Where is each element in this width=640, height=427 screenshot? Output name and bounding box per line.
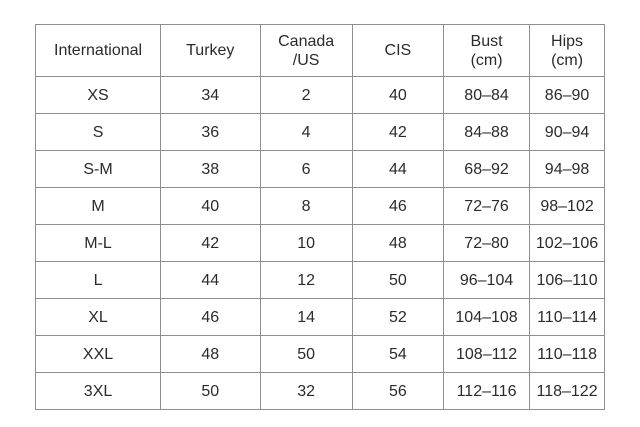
- cell-cis: 44: [352, 151, 443, 188]
- cell-hips: 106–110: [530, 262, 605, 299]
- cell-turkey: 44: [161, 262, 260, 299]
- cell-turkey: 46: [161, 299, 260, 336]
- header-bust: Bust (cm): [444, 25, 530, 77]
- header-turkey: Turkey: [161, 25, 260, 77]
- cell-hips: 110–114: [530, 299, 605, 336]
- cell-hips: 110–118: [530, 336, 605, 373]
- cell-international: L: [36, 262, 161, 299]
- cell-cis: 52: [352, 299, 443, 336]
- table-row: [36, 336, 605, 373]
- header-hips: Hips (cm): [530, 25, 605, 77]
- size-chart-table: [35, 24, 605, 410]
- cell-hips: 118–122: [530, 373, 605, 410]
- table-row: [36, 151, 605, 188]
- table-row: [36, 373, 605, 410]
- cell-international: XL: [36, 299, 161, 336]
- cell-international: M-L: [36, 225, 161, 262]
- cell-bust: 96–104: [444, 262, 530, 299]
- cell-turkey: 34: [161, 77, 260, 114]
- header-international: International: [36, 25, 161, 77]
- cell-turkey: 50: [161, 373, 260, 410]
- table-row: [36, 77, 605, 114]
- cell-cis: 48: [352, 225, 443, 262]
- table-body: [36, 77, 605, 410]
- cell-bust: 68–92: [444, 151, 530, 188]
- cell-canada-us: 14: [260, 299, 352, 336]
- cell-canada-us: 12: [260, 262, 352, 299]
- cell-hips: 90–94: [530, 114, 605, 151]
- cell-international: 3XL: [36, 373, 161, 410]
- cell-canada-us: 6: [260, 151, 352, 188]
- cell-bust: 72–76: [444, 188, 530, 225]
- cell-international: S: [36, 114, 161, 151]
- cell-international: XS: [36, 77, 161, 114]
- header-canada-us: Canada /US: [260, 25, 352, 77]
- cell-cis: 56: [352, 373, 443, 410]
- cell-bust: 112–116: [444, 373, 530, 410]
- cell-canada-us: 4: [260, 114, 352, 151]
- cell-canada-us: 8: [260, 188, 352, 225]
- cell-bust: 84–88: [444, 114, 530, 151]
- cell-bust: 80–84: [444, 77, 530, 114]
- table-row: [36, 114, 605, 151]
- cell-turkey: 48: [161, 336, 260, 373]
- cell-bust: 104–108: [444, 299, 530, 336]
- cell-turkey: 42: [161, 225, 260, 262]
- cell-hips: 86–90: [530, 77, 605, 114]
- table-row: [36, 188, 605, 225]
- table-row: [36, 299, 605, 336]
- cell-hips: 94–98: [530, 151, 605, 188]
- cell-turkey: 40: [161, 188, 260, 225]
- cell-international: M: [36, 188, 161, 225]
- table-row: [36, 262, 605, 299]
- cell-hips: 102–106: [530, 225, 605, 262]
- cell-cis: 46: [352, 188, 443, 225]
- cell-international: S-M: [36, 151, 161, 188]
- cell-bust: 108–112: [444, 336, 530, 373]
- cell-turkey: 38: [161, 151, 260, 188]
- table-header: [36, 25, 605, 77]
- header-cis: CIS: [352, 25, 443, 77]
- cell-cis: 50: [352, 262, 443, 299]
- cell-canada-us: 32: [260, 373, 352, 410]
- cell-cis: 40: [352, 77, 443, 114]
- header-row: [36, 25, 605, 77]
- cell-canada-us: 2: [260, 77, 352, 114]
- cell-turkey: 36: [161, 114, 260, 151]
- cell-international: XXL: [36, 336, 161, 373]
- cell-cis: 54: [352, 336, 443, 373]
- table-row: [36, 225, 605, 262]
- cell-canada-us: 50: [260, 336, 352, 373]
- cell-bust: 72–80: [444, 225, 530, 262]
- cell-canada-us: 10: [260, 225, 352, 262]
- cell-cis: 42: [352, 114, 443, 151]
- cell-hips: 98–102: [530, 188, 605, 225]
